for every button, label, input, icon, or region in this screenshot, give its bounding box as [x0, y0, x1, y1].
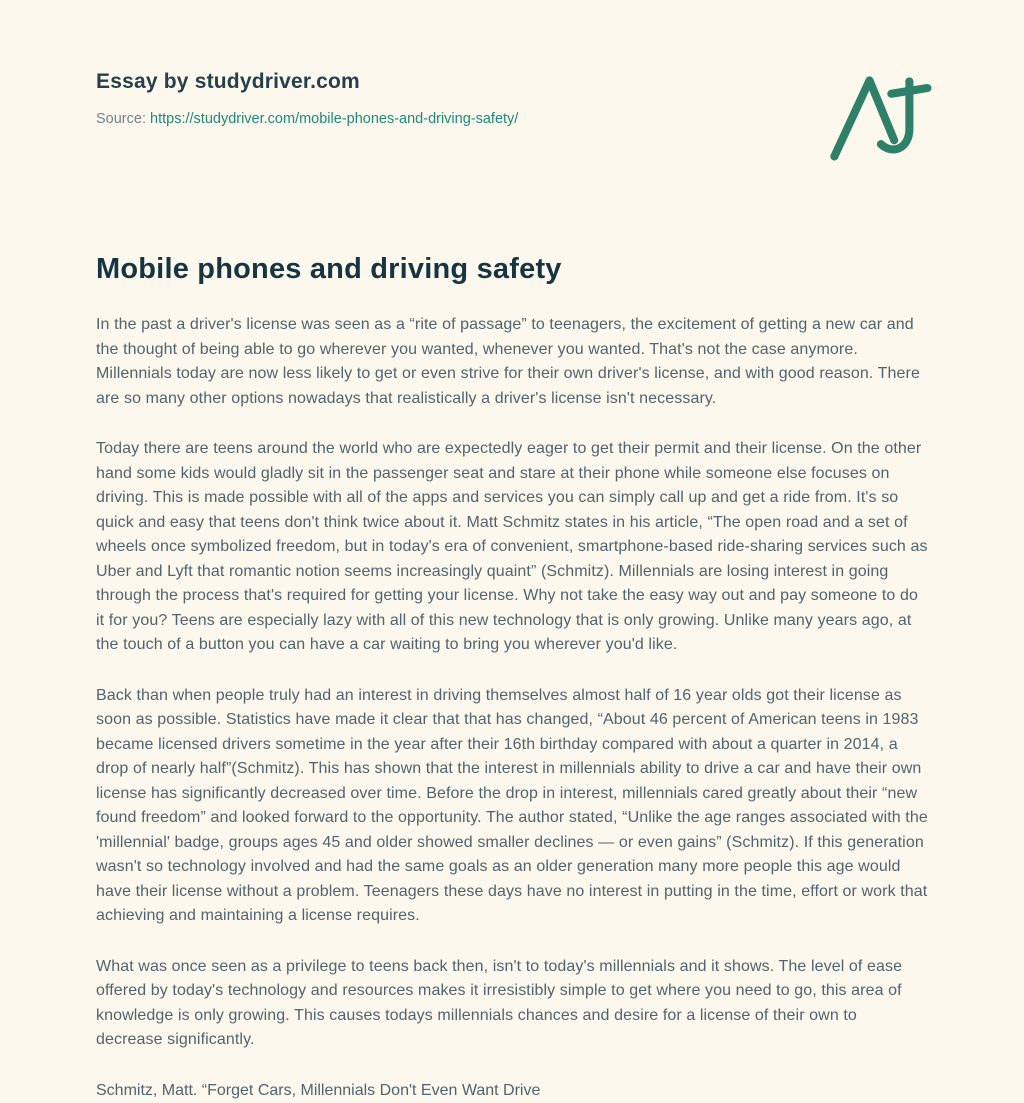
source-link[interactable]: https://studydriver.com/mobile-phones-and-driving-safety/	[150, 111, 518, 127]
essay-paragraph: Today there are teens around the world who are expectedly eager to get their permit and their license. On the other hand some kids would gladly sit in the passenger seat and stare at their phone while someone else focuses on driving. This is made possible with all of the apps and services you can simply call up and get a ride from. It's so quick and easy that teens don't think twice about it. Matt Schmitz states in his article, “The open road and a set of wheels once symbolized freedom, but in today's era of convenient, smartphone-based ride-sharing services such as Uber and Lyft that romantic notion seems increasingly quaint” (Schmitz). Millennials are losing interest in going through the process that's required for getting your license. Why not take the easy way out and pay someone to do it for you? Teens are especially lazy with all of this new technology that is only growing. Unlike many years ago, at the touch of a button you can have a car waiting to bring you wherever you'd like.	[96, 437, 928, 658]
source-label: Source:	[96, 111, 146, 127]
essay-paragraph: What was once seen as a privilege to teens back then, isn't to today's millennials and it shows. The level of ease offered by today's technology and resources makes it irresistibly simple to get where you need to go, this area of knowledge is only growing. This causes todays millennials chances and desire for a license of their own to decrease significantly.	[96, 955, 928, 1053]
essay-title: Mobile phones and driving safety	[96, 253, 928, 286]
essay-citation: Schmitz, Matt. “Forget Cars, Millennials Don't Even Want Drive	[96, 1079, 928, 1103]
source-line	[96, 111, 928, 127]
studydriver-logo-icon	[824, 70, 934, 165]
essay-paragraph: In the past a driver's license was seen as a “rite of passage” to teenagers, the excitement of getting a new car and the thought of being able to go wherever you wanted, whenever you wanted. That's not the case anymore. Millennials today are now less likely to get or even strive for their own driver's license, and with good reason. There are so many other options nowadays that realistically a driver's license isn't necessary.	[96, 313, 928, 411]
essay-body	[96, 313, 928, 1103]
essay-paragraph: Back than when people truly had an interest in driving themselves almost half of 16 year olds got their license as soon as possible. Statistics have made it clear that that has changed, “About 46 percent of American teens in 1983 became licensed drivers sometime in the year after their 16th birthday compared with about a quarter in 2014, a drop of nearly half”(Schmitz). This has shown that the interest in millennials ability to drive a car and have their own license has significantly decreased over time. Before the drop in interest, millennials cared greatly about their “new found freedom” and looked forward to the opportunity. The author stated, “Unlike the age ranges associated with the 'millennial' badge, groups ages 45 and older showed smaller declines — or even gains” (Schmitz). If this generation wasn't so technology involved and had the same goals as an older generation many more people this age would have their license without a problem. Teenagers these days have no interest in putting in the time, effort or work that achieving and maintaining a license requires.	[96, 684, 928, 929]
essay-byline: Essay by studydriver.com	[96, 70, 928, 94]
